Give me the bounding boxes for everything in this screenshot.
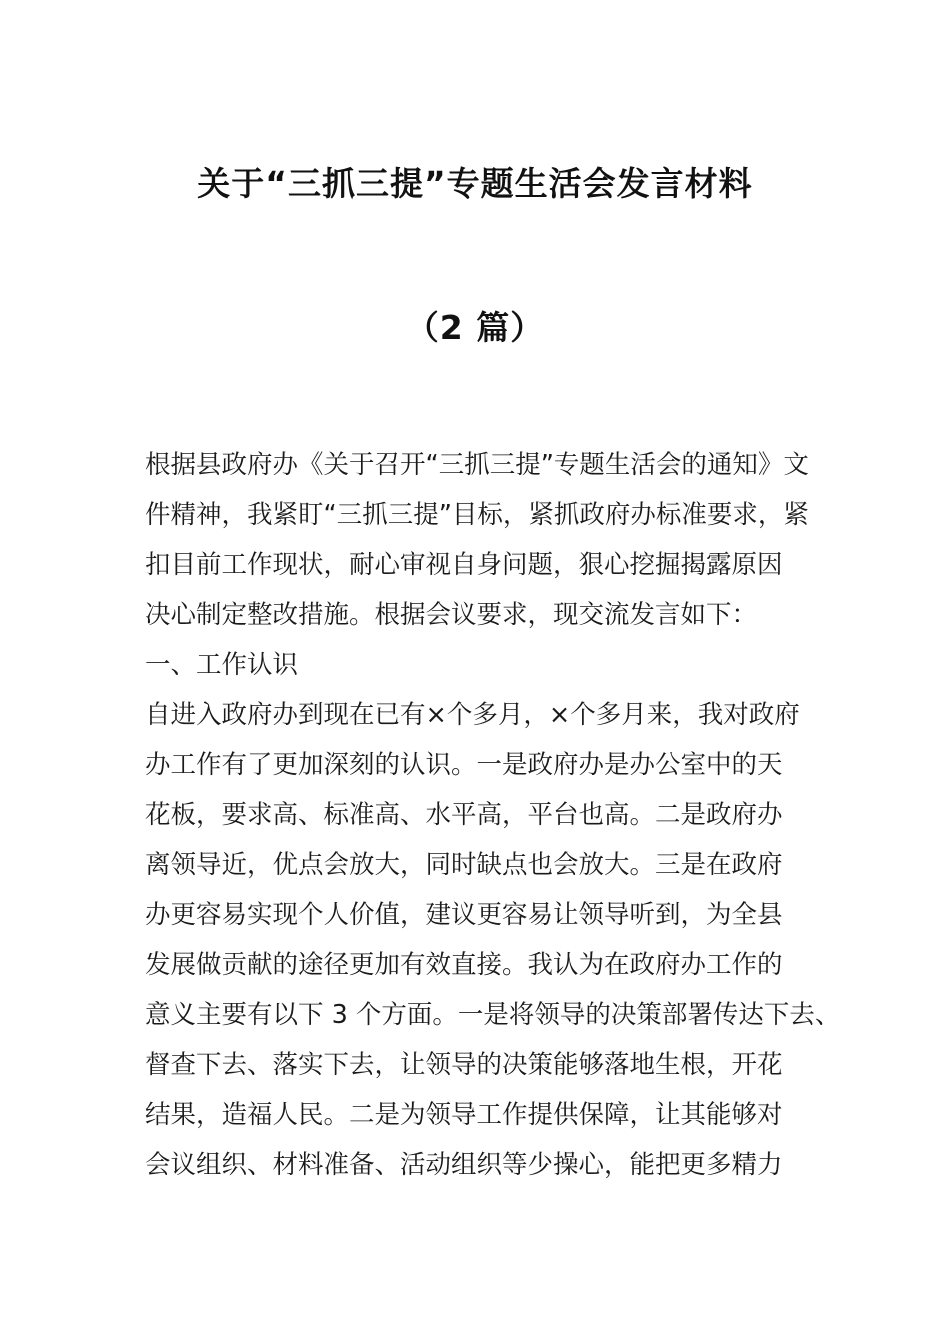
body-line: 会议组织、材料准备、活动组织等少操心，能把更多精力 [145, 1150, 783, 1180]
body-line: 扣目前工作现状，耐心审视自身问题，狠心挖掘揭露原因 [145, 550, 783, 580]
body-line: 决心制定整改措施。根据会议要求，现交流发言如下： [145, 600, 758, 630]
body-line: 件精神，我紧盯“三抓三提”目标，紧抓政府办标准要求，紧 [145, 500, 809, 530]
document-title: 关于“三抓三提”专题生活会发言材料 [197, 164, 753, 203]
document-body [145, 440, 841, 1190]
section-heading: 一、工作认识 [145, 650, 299, 680]
body-line: 意义主要有以下 3 个方面。一是将领导的决策部署传达下去、 [145, 1000, 841, 1030]
body-line: 发展做贡献的途径更加有效直接。我认为在政府办工作的 [145, 950, 783, 980]
body-line: 办更容易实现个人价值，建议更容易让领导听到，为全县 [145, 900, 783, 930]
body-line: 自进入政府办到现在已有×个多月，×个多月来，我对政府 [145, 700, 800, 730]
body-line: 督查下去、落实下去，让领导的决策能够落地生根，开花 [145, 1050, 783, 1080]
body-line: 根据县政府办《关于召开“三抓三提”专题生活会的通知》文 [145, 450, 809, 480]
document-subtitle: （2 篇） [405, 308, 545, 347]
body-line: 离领导近，优点会放大，同时缺点也会放大。三是在政府 [145, 850, 783, 880]
body-line: 办工作有了更加深刻的认识。一是政府办是办公室中的天 [145, 750, 783, 780]
body-line: 花板，要求高、标准高、水平高，平台也高。二是政府办 [145, 800, 783, 830]
body-line: 结果，造福人民。二是为领导工作提供保障，让其能够对 [145, 1100, 783, 1130]
